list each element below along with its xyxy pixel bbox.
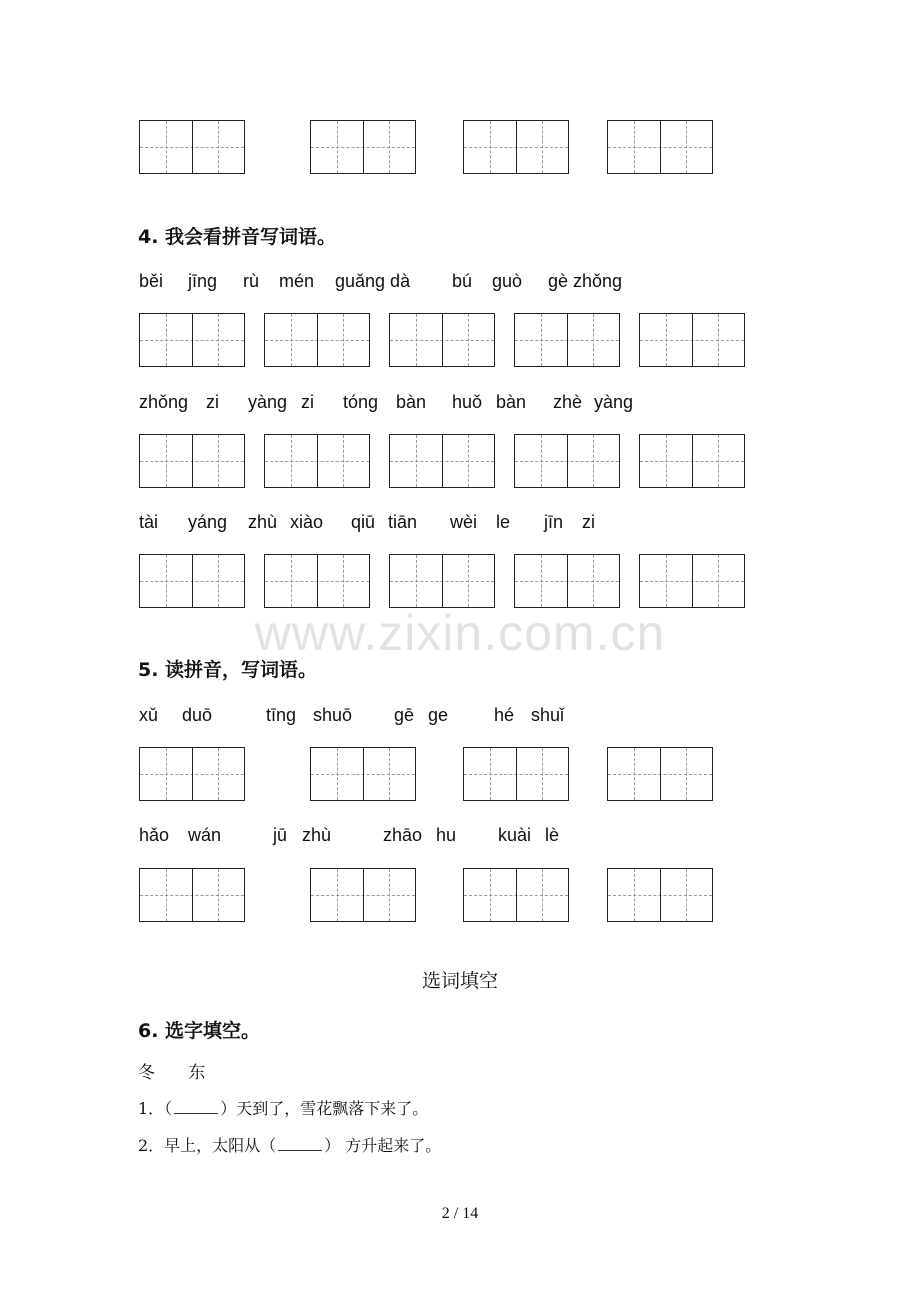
writing-grid[interactable] [389, 313, 495, 367]
writing-grid[interactable] [264, 554, 370, 608]
writing-grid[interactable] [264, 434, 370, 488]
pinyin: shuō [313, 705, 353, 725]
sentence-1-prefix: 1．（ [138, 1099, 173, 1118]
writing-grid[interactable] [139, 747, 245, 801]
pinyin: yàng [594, 392, 634, 412]
pinyin: duō [182, 705, 213, 725]
choice-options [138, 1058, 233, 1083]
writing-grid[interactable] [389, 434, 495, 488]
pinyin: běi [139, 271, 164, 291]
pinyin: gè zhǒng [548, 271, 623, 291]
pinyin: bàn [496, 392, 527, 412]
question-5-title: 5. 读拼音，写词语。 [138, 659, 318, 681]
pinyin: mén [279, 271, 315, 291]
pinyin: rù [243, 271, 260, 291]
writing-grid[interactable] [639, 554, 745, 608]
option-char: 冬 [138, 1063, 155, 1083]
question-4-title: 4. 我会看拼音写词语。 [138, 226, 337, 248]
pinyin: zhāo [383, 825, 423, 845]
pinyin: zhù [248, 512, 278, 532]
pinyin: hé [494, 705, 515, 725]
pinyin: bàn [396, 392, 427, 412]
pinyin: zi [301, 392, 314, 412]
pinyin: jīn [544, 512, 564, 532]
pinyin: zhǒng [139, 392, 189, 412]
pinyin: zi [206, 392, 219, 412]
pinyin: le [496, 512, 511, 532]
writing-grid[interactable] [607, 868, 713, 922]
pinyin: huǒ [452, 392, 483, 412]
option-char: 东 [188, 1063, 206, 1083]
pinyin: shuǐ [531, 705, 565, 725]
writing-grid[interactable] [139, 868, 245, 922]
writing-grid[interactable] [139, 120, 245, 174]
pinyin: guò [492, 271, 523, 291]
writing-grid[interactable] [310, 120, 416, 174]
writing-grid[interactable] [310, 868, 416, 922]
sentence-1 [138, 1096, 428, 1119]
writing-grid[interactable] [463, 747, 569, 801]
pinyin: xiào [290, 512, 324, 532]
pinyin: lè [545, 825, 560, 845]
writing-grid[interactable] [139, 554, 245, 608]
writing-grid[interactable] [639, 434, 745, 488]
pinyin: zhè [553, 392, 583, 412]
pinyin: kuài [498, 825, 532, 845]
page-number: 2 / 14 [441, 1205, 479, 1222]
watermark: www.zixin.com.cn [254, 605, 666, 661]
pinyin: ge [428, 705, 449, 725]
pinyin: yáng [188, 512, 228, 532]
pinyin: tiān [388, 512, 418, 532]
pinyin: gē [394, 705, 415, 725]
sentence-2-suffix: ） 方升起来了。 [324, 1136, 442, 1155]
pinyin: jīng [188, 271, 218, 291]
writing-grid[interactable] [463, 868, 569, 922]
pinyin: wèi [450, 512, 478, 532]
writing-grid[interactable] [463, 120, 569, 174]
pinyin: jū [273, 825, 288, 845]
pinyin: yàng [248, 392, 288, 412]
question-6-title: 6. 选字填空。 [138, 1020, 261, 1042]
writing-grid[interactable] [514, 434, 620, 488]
pinyin: hǎo [139, 825, 170, 845]
writing-grid[interactable] [607, 120, 713, 174]
writing-grid[interactable] [639, 313, 745, 367]
pinyin: tīng [266, 705, 297, 725]
pinyin: tài [139, 512, 159, 532]
pinyin: hu [436, 825, 457, 845]
sentence-2-prefix: 2．早上，太阳从（ [138, 1136, 277, 1155]
writing-grid[interactable] [264, 313, 370, 367]
pinyin: zi [582, 512, 595, 532]
sentence-1-suffix: ）天到了，雪花飘落下来了。 [220, 1099, 429, 1118]
pinyin: qiū [351, 512, 376, 532]
answer-blank[interactable] [278, 1149, 322, 1151]
answer-blank[interactable] [174, 1112, 218, 1114]
writing-grid[interactable] [139, 313, 245, 367]
sentence-2 [138, 1133, 441, 1156]
section-heading: 选词填空 [421, 970, 498, 992]
writing-grid[interactable] [389, 554, 495, 608]
pinyin: guǎng dà [335, 271, 411, 291]
pinyin: zhù [302, 825, 332, 845]
pinyin: bú [452, 271, 473, 291]
pinyin: tóng [343, 392, 379, 412]
pinyin: wán [188, 825, 222, 845]
writing-grid[interactable] [514, 313, 620, 367]
writing-grid[interactable] [607, 747, 713, 801]
writing-grid[interactable] [139, 434, 245, 488]
writing-grid[interactable] [310, 747, 416, 801]
pinyin: xǔ [139, 705, 159, 725]
writing-grid[interactable] [514, 554, 620, 608]
